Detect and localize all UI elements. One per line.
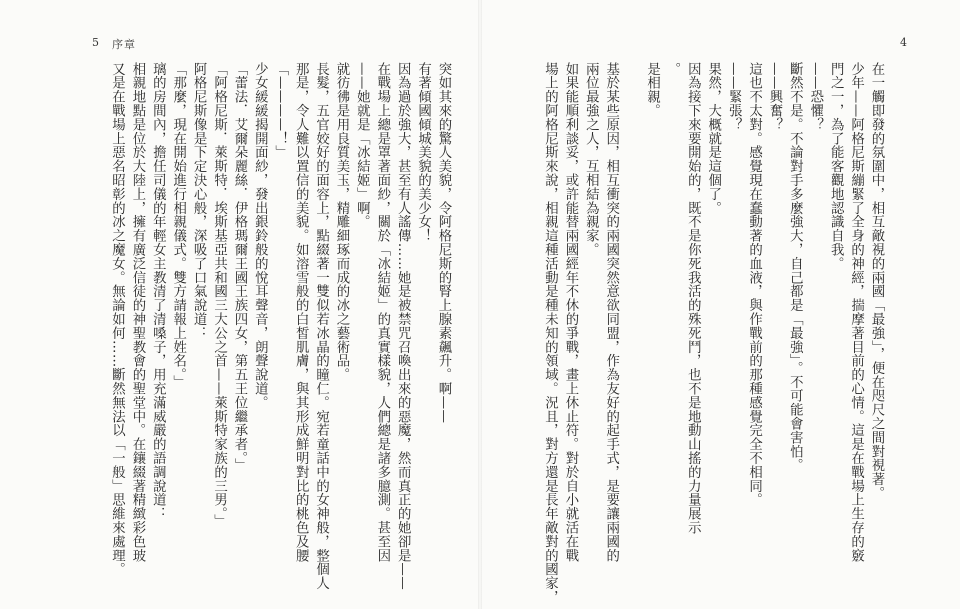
text-line: 「蕾法．艾爾朵麗絲．伊格瑪爾王國王族四女，第五王位繼承者。」	[231, 62, 247, 473]
text-line: 因為接下來要開始的，既不是你死我活的殊死鬥，也不是地動山搖的力量展示	[685, 62, 701, 535]
text-line: ——緊張？	[726, 62, 742, 132]
text-line: 璃的房間內，擔任司儀的年輕女主教清了清嗓子，用充滿威嚴的語調說道：	[150, 62, 166, 521]
text-line: 相親地點是位於大陸上，擁有廣泛信徒的神聖教會的聖堂中。在鑲綴著精緻彩色玻	[129, 62, 145, 563]
text-line: 「阿格尼斯．萊斯特．埃斯基亞共和國三大公之首——萊斯特家族的三男。」	[211, 62, 227, 528]
text-line: 果然，大概就是這個了。	[705, 62, 721, 215]
text-line: 有著傾國傾城美貌的美少女！	[415, 62, 431, 243]
text-line: 就彷彿是用良質美玉，精雕細琢而成的冰之藝術品。	[333, 62, 349, 382]
text-line: ——她就是「冰結姬」啊。	[354, 62, 370, 229]
text-line: 因為過於強大，甚至有人謠傳……她是被禁咒召喚出來的惡魔，然而真正的她卻是——	[395, 62, 411, 591]
text-line: 場上的阿格尼斯來說，相親這種活動是種未知的領域。況且，對方還是長年敵對的國家，	[542, 62, 558, 605]
text-line: 長髮，五官姣好的面容上，點綴著一雙似若冰晶的瞳仁。宛若童話中的女神般，整個人	[313, 62, 329, 591]
text-line: 斷然不是。不論對手多麼強大，自己都是「最強」。不可能會害怕。	[787, 62, 803, 473]
left-page-number: 5	[92, 36, 99, 49]
text-line: 突如其來的驚人美貌，令阿格尼斯的腎上腺素飆升。啊——	[436, 62, 451, 424]
text-line: 兩位最強之人，互相結為親家。	[583, 62, 599, 257]
text-line	[621, 62, 641, 578]
left-section-title: 序章	[112, 38, 136, 51]
text-line: 「————！」	[272, 62, 288, 160]
text-line: 又是在戰場上惡名昭彰的冰之魔女。無論如何……斷然無法以「一般」思維來處理。	[109, 62, 125, 577]
text-line: ——興奮？	[766, 62, 782, 132]
text-line: 。	[664, 62, 680, 76]
right-page	[480, 0, 960, 609]
text-line: 如果能順利談妥，或許能替兩國經年不休的爭戰，畫上休止符。對於自小就活在戰	[562, 62, 578, 563]
text-line: 那是，令人難以置信的美貌。如溶雪般的白皙肌膚，與其形成鮮明對比的桃色及腰	[293, 62, 309, 563]
text-line: 「那麼，現在開始進行相親儀式。雙方請報上姓名。」	[170, 62, 186, 389]
text-line: 門之一，為了能客觀地認識自我。	[828, 62, 844, 271]
text-line: 少年——阿格尼斯繃緊了全身的神經，揣摩著目前的心情。這是在戰場上生存的竅	[848, 62, 864, 563]
text-line: 在戰場上總是罩著面紗，關於「冰結姬」的真實樣貌，人們總是諸多臆測。甚至因	[374, 62, 390, 563]
right-body-text	[542, 62, 886, 605]
right-page-number: 4	[900, 36, 907, 49]
text-line: 在一觸即發的氛圍中，相互敵視的兩國「最強」，便在咫尺之間對視著。	[869, 62, 884, 501]
text-line: ——恐懼？	[807, 62, 823, 132]
text-line: 這也不太對。感覺現在蠢動著的血液，與作戰前的那種感覺完全不相同。	[746, 62, 762, 507]
text-line: 少女緩緩揭開面紗，發出銀鈴般的悅耳聲音，朗聲說道。	[252, 62, 268, 410]
text-line: 阿格尼斯像是下定決心般，深吸了口氣說道：	[191, 62, 207, 340]
text-line: 基於某些原因，相互衝突的兩國突然意欲同盟，作為友好的起手式，是要讓兩國的	[603, 62, 619, 563]
text-line: 是相親。	[644, 62, 660, 118]
left-body-text	[88, 62, 453, 591]
book-gutter	[478, 0, 482, 609]
